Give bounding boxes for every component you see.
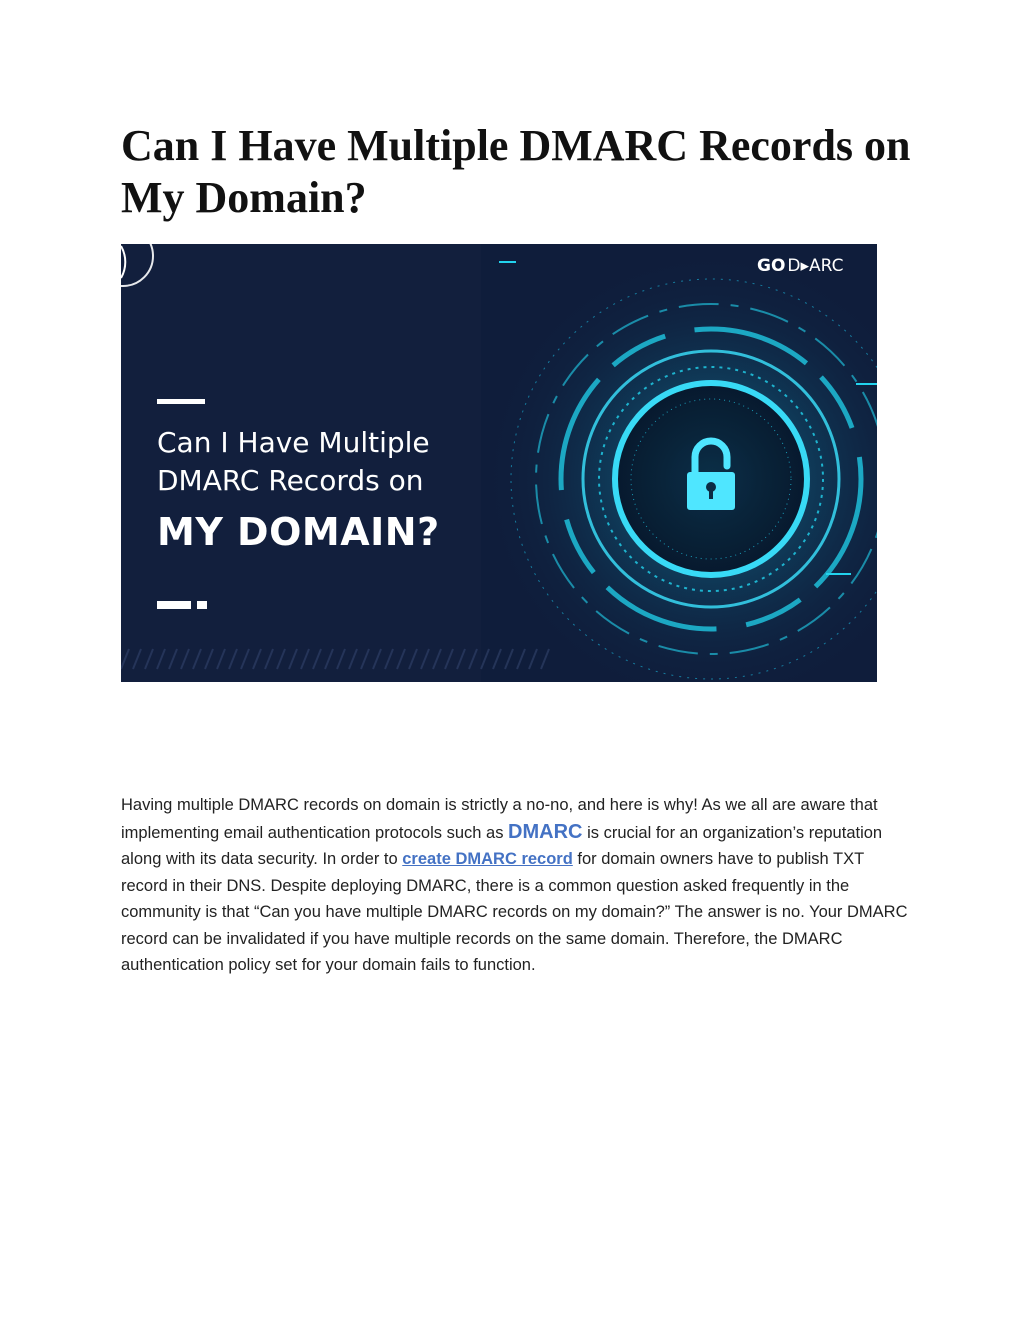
hero-image bbox=[121, 244, 877, 682]
intro-paragraph bbox=[121, 792, 911, 979]
page-title: Can I Have Multiple DMARC Records on My Domain? bbox=[121, 121, 911, 222]
hero-line-2: DMARC Records on bbox=[157, 464, 424, 497]
hero-heading bbox=[157, 399, 440, 558]
hero-line-1: Can I Have Multiple bbox=[157, 426, 430, 459]
godmarc-logo bbox=[757, 256, 844, 276]
logo-go-text: GO bbox=[757, 256, 786, 276]
hero-line-3: MY DOMAIN? bbox=[157, 510, 440, 554]
intro-text-1: Having multiple DMARC records on domain is strictly a no-no, and here is why! As we all are aware that implementing email authentication protocols such as bbox=[121, 796, 878, 842]
intro-text-3: for domain owners have to publish TXT record in their DNS. Despite deploying DMARC, there is a common question asked frequently in the community is that “Can you have multiple DMARC records on my domain?” The answer is no. Your DMARC record can be invalidated if you have multiple records on the same domain. Therefore, the DMARC authentication policy set for your domain fails to function. bbox=[121, 850, 908, 974]
intro-text-2: is crucial for an organization’s reputation along with its data security. In order to bbox=[121, 823, 883, 868]
hero-bar-long bbox=[157, 601, 191, 609]
hero-dash-decoration bbox=[157, 399, 205, 404]
logo-dmarc-text: D▸ARC bbox=[787, 256, 844, 276]
dmarc-emphasis: DMARC bbox=[508, 820, 583, 843]
hero-bar-short bbox=[197, 601, 207, 609]
create-dmarc-record-link[interactable]: create DMARC record bbox=[402, 850, 573, 868]
